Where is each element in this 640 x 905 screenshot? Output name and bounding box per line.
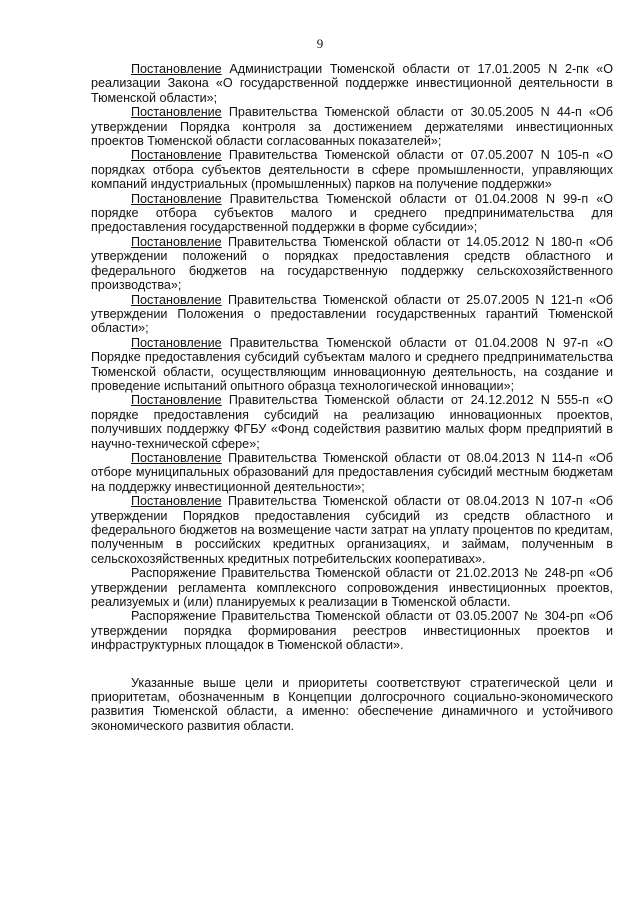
paragraph-resolution-44-p	[91, 105, 613, 148]
paragraph-resolution-121-p	[91, 293, 613, 336]
resolution-link[interactable]: Постановление	[131, 234, 222, 249]
page-number: 9	[316, 36, 324, 51]
document-body	[91, 62, 613, 733]
paragraph-resolution-99-p	[91, 192, 613, 235]
paragraph-resolution-114-p	[91, 451, 613, 494]
paragraph-resolution-105-p	[91, 148, 613, 191]
resolution-link[interactable]: Постановление	[131, 450, 222, 465]
paragraph-resolution-555-p	[91, 393, 613, 451]
paragraph-text: Правительства Тюменской области от 30.05.2005 N 44-п «Об утверждении Порядка контроля за достижением держателями инвестиционных проектов Тюменской области согласованных показателей»;	[91, 105, 613, 149]
paragraph-resolution-97-p	[91, 336, 613, 394]
paragraph-text: Распоряжение Правительства Тюменской области от 21.02.2013 № 248-рп «Об утверждении регламента комплексного сопровождения инвестиционных проектов, реализуемых и (или) планируемых к реализации в Тюменской области.	[91, 566, 613, 610]
paragraph-order-304-rp	[91, 609, 613, 652]
paragraph-resolution-107-p	[91, 494, 613, 566]
resolution-link[interactable]: Постановление	[131, 148, 222, 163]
paragraph-text: Правительства Тюменской области от 25.07.2005 N 121-п «Об утверждении Положения о предоставлении государственных гарантий Тюменской области»;	[91, 292, 613, 336]
paragraph-resolution-2-pk	[91, 62, 613, 105]
paragraph-text: Правительства Тюменской области от 24.12.2012 N 555-п «О порядке предоставления субсидий на реализацию инновационных проектов, получивших поддержку ФГБУ «Фонд содействия развитию малых форм предприятий в научно-технической сфере»;	[91, 393, 613, 451]
resolution-link[interactable]: Постановление	[131, 292, 222, 307]
resolution-link[interactable]: Постановление	[131, 393, 222, 408]
paragraph-text: Правительства Тюменской области от 08.04.2013 N 114-п «Об отборе муниципальных образований для предоставления субсидий местным бюджетам на поддержку инвестиционной деятельности»;	[91, 450, 613, 494]
resolution-link[interactable]: Постановление	[131, 494, 222, 509]
resolution-link[interactable]: Постановление	[131, 62, 222, 76]
resolution-link[interactable]: Постановление	[131, 105, 222, 120]
paragraph-text: Правительства Тюменской области от 01.04.2008 N 99-п «О порядке отбора субъектов малого и среднего предпринимательства для предоставления государственной поддержки в форме субсидии»;	[91, 191, 613, 235]
resolution-link[interactable]: Постановление	[131, 335, 222, 350]
paragraph-order-248-rp	[91, 566, 613, 609]
conclusion-paragraph: Указанные выше цели и приоритеты соответствуют стратегической цели и приоритетам, обозначенным в Концепции долгосрочного социально-экономического развития Тюменской области, а именно: обеспечение динамичного и устойчивого экономического развития области.	[91, 675, 613, 733]
paragraph-text: Распоряжение Правительства Тюменской области от 03.05.2007 № 304-рп «Об утверждении порядка формирования реестров инвестиционных проектов и инфраструктурных площадок в Тюменской области».	[91, 609, 613, 653]
paragraph-text: Правительства Тюменской области от 07.05.2007 N 105-п «О порядках отбора субъектов деятельности в сфере промышленности, управляющих компаний индустриальных (промышленных) парков на получение поддержки»	[91, 148, 613, 192]
paragraph-text: Правительства Тюменской области от 08.04.2013 N 107-п «Об утверждении Порядков предоставления субсидий из средств областного и федерального бюджетов на возмещение части затрат на уплату процентов по кредитам, полученным в российских кредитных организациях, и займам, полученным в сельскохозяйственных кредитных потребительских кооперативах».	[91, 494, 613, 566]
paragraph-resolution-180-p	[91, 235, 613, 293]
resolution-link[interactable]: Постановление	[131, 191, 222, 206]
paragraph-text: Администрации Тюменской области от 17.01.2005 N 2-пк «О реализации Закона «О государственной поддержке инвестиционной деятельности в Тюменской области»;	[91, 62, 613, 105]
paragraph-text: Правительства Тюменской области от 14.05.2012 N 180-п «Об утверждении положений о порядках предоставления средств областного и федерального бюджетов на государственную поддержку сельскохозяйственного производства»;	[91, 234, 613, 293]
paragraph-text: Правительства Тюменской области от 01.04.2008 N 97-п «О Порядке предоставления субсидий субъектам малого и среднего предпринимательства Тюменской области, осуществляющим инновационную деятельность, на создание и проведение испытаний опытного образца технологической инновации»;	[91, 335, 613, 393]
